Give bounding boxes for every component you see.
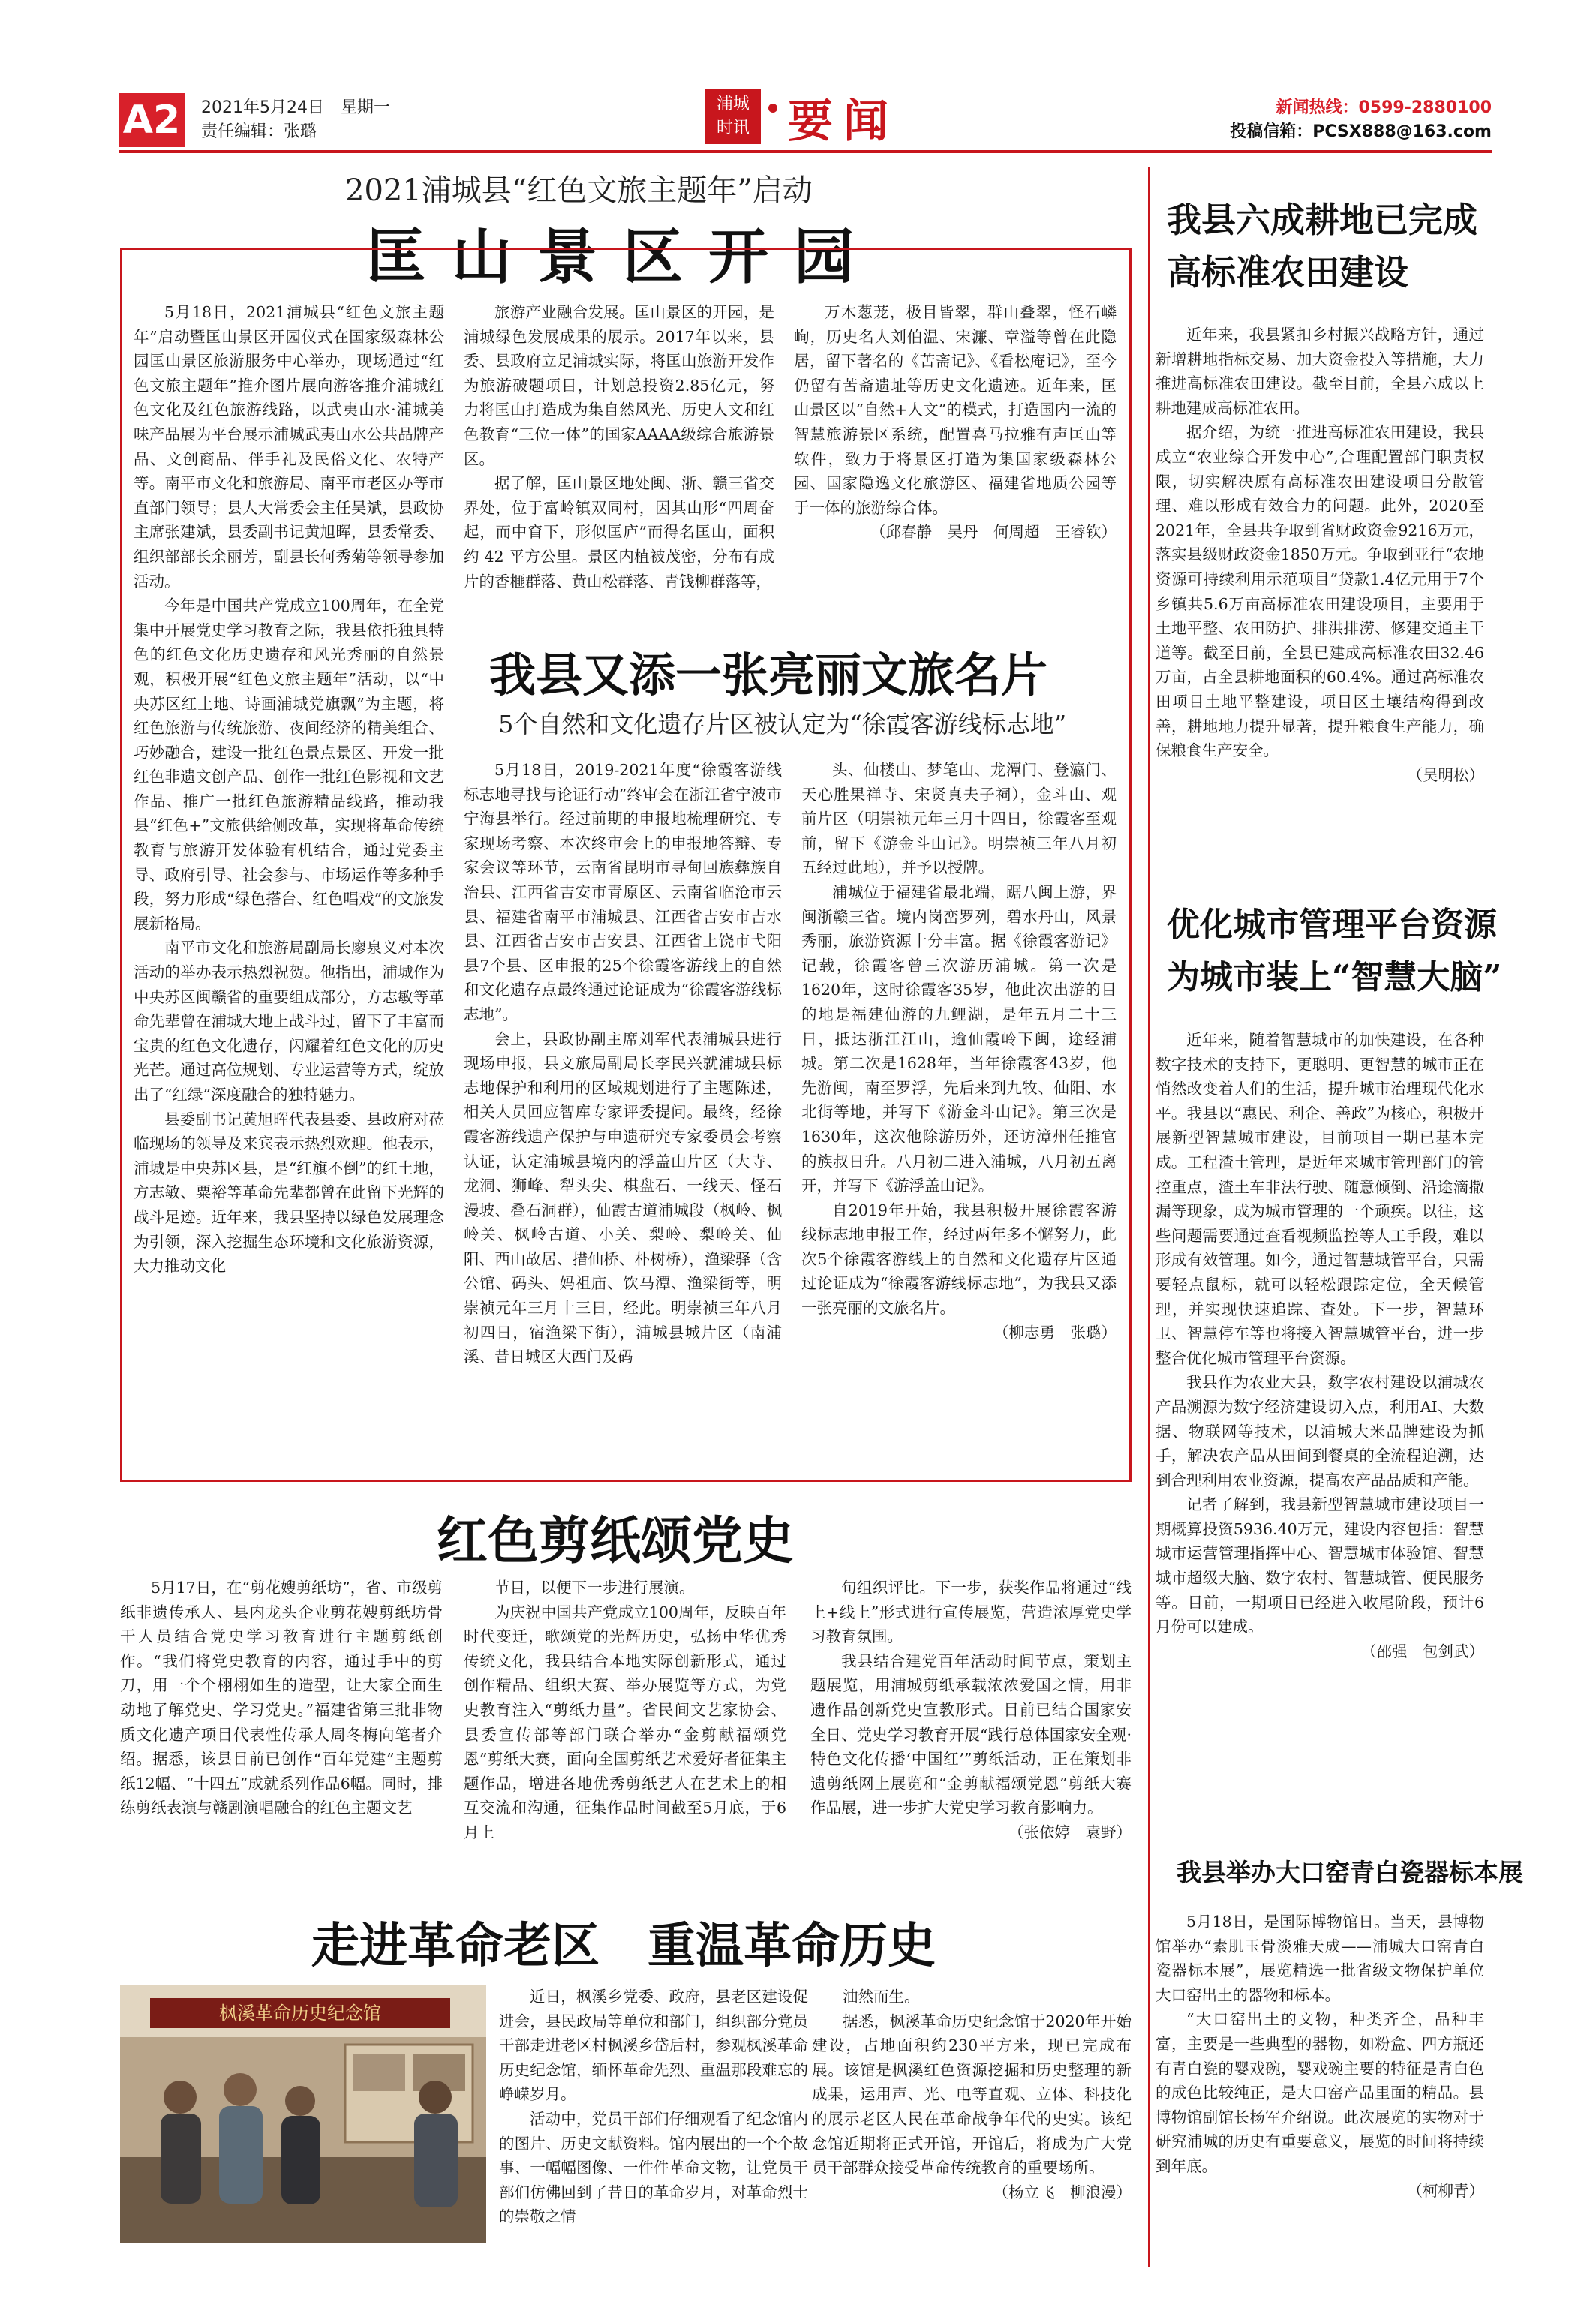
farmland-body [1156, 323, 1484, 867]
byline: （邱春静 吴丹 何周超 王睿钦） [870, 523, 1117, 542]
masthead-rule [119, 150, 1492, 153]
revolution-column-1 [499, 1985, 808, 2255]
byline: （杨立飞 柳浪漫） [993, 2183, 1132, 2201]
paper-cut-column-1 [120, 1576, 443, 1906]
paper-cut-column-2 [464, 1576, 786, 1906]
byline: （柯柳青） [1407, 2181, 1484, 2200]
paragraph: 会上，县政协副主席刘军代表浦城县进行现场申报，县文旅局副局长李民兴就浦城县标志地保护和利用的区域规划进行了主题陈述，相关人员回应智库专家评委提问。最终，经徐霞客游线遗产保护与申遗研究专家委员会考察认证，认定浦城县境内的浮盖山片区（大寺、龙洞、狮峰、犁头尖、棋盘石、一线天、怪石漫坡、叠石洞群），仙霞古道浦城段（枫岭、枫岭关、枫岭古道、小关、梨岭、梨岭关、仙阳、西山故居、措仙桥、朴树桥），渔梁驿（含公馆、码头、妈祖庙、饮马潭、渔梁街等，明崇祯元年三月十三日，经此。明崇祯三年八月初四日，宿渔梁下街），浦城县城片区（南浦溪、昔日城区大西门及码 [464, 1029, 782, 1366]
paragraph: 万木葱茏，极目皆翠，群山叠翠，怪石嶙峋，历史名人刘伯温、宋濂、章溢等曾在此隐居，留下著名的《苦斋记》、《看松庵记》，至今仍留有苦斋遗址等历史文化遗迹。近年来，匡山景区以“自然+人文”的模式，打造国内一流的智慧旅游景区系统，配置喜马拉雅有声匡山等软件，致力于将景区打造为集国家级森林公园、国家隐逸文化旅游区、福建省地质公园等于一体的旅游综合体。 [794, 303, 1117, 517]
paper-cut-headline: 红色剪纸颂党史 [437, 1511, 795, 1571]
headline-line: 优化城市管理平台资源 [1167, 906, 1497, 944]
lead-kicker: 2021浦城县“红色文旅主题年”启动 [345, 173, 813, 208]
paragraph: 为庆祝中国共产党成立100周年，反映百年时代变迁，歌颂党的光辉历史，弘扬中华优秀传统文化，我县结合本地实际创新形式，通过创作精品、组织大赛、举办展览等方式，为党史教育注入“剪纸力量”。省民间文艺家协会、县委宣传部等部门联合举办“金剪献福颂党恩”剪纸大赛，面向全国剪纸艺术爱好者征集主题作品，增进各地优秀剪纸艺人在艺术上的相互交流和沟通，征集作品时间截至5月底，于6月上 [464, 1603, 786, 1841]
xuxiake-column-1 [464, 758, 782, 1459]
headline-line: 高标准农田建设 [1167, 252, 1408, 293]
byline: （柳志勇 张璐） [993, 1323, 1117, 1342]
column-dot [768, 104, 777, 113]
paragraph: 据了解，匡山景区地处闽、浙、赣三省交界处，位于富岭镇双同村，因其山形“四周奋起，而中窅下，形似匡庐”而得名匡山，面积约 42 平方公里。景区内植被茂密，分布有成片的香榧群落、黄山松群落、青钱柳群落等， [464, 474, 774, 591]
column-logo-line-1: 浦城 [716, 95, 750, 113]
paragraph: “大口窑出土的文物，种类齐全，品种丰富，主要是一些典型的器物，如粉盒、四方瓶还有青白瓷的婴戏碗，婴戏碗主要的特征是青白色的成色比较纯正，是大口窑产品里面的精品。县博物馆副馆长杨军介绍说。此次展览的实物对于研究浦城的历史有重要意义，展览的时间将持续到年底。 [1156, 2010, 1484, 2175]
porcelain-body [1156, 1910, 1484, 2270]
paragraph: 我县作为农业大县，数字农村建设以浦城农产品溯源为数字经济建设切入点，利用AI、大数据、物联网等技术，以浦城大米品牌建设为抓手，解决农产品从田间到餐桌的全流程追溯，达到合理利用农业资源，提高农产品品质和产能。 [1156, 1373, 1484, 1489]
news-hotline: 新闻热线：0599-2880100 [1276, 98, 1492, 117]
lead-column-3 [794, 300, 1117, 609]
memorial-hall-photo-illustration [120, 1985, 486, 2243]
paragraph: 油然而生。 [843, 1988, 920, 2006]
paragraph: 记者了解到，我县新型智慧城市建设项目一期概算投资5936.40万元，建设内容包括：智慧城市运营管理指挥中心、智慧城市体验馆、智慧城市超级大脑、数字农村、智慧城管、便民服务等。目前，一期项目已经进入收尾阶段，预计6月份可以建成。 [1156, 1495, 1484, 1636]
photo-banner-text: 枫溪革命历史纪念馆 [219, 2003, 381, 2024]
xuxiake-subheadline: 5个自然和文化遗存片区被认定为“徐霞客游线标志地” [498, 710, 1067, 738]
byline: （吴明松） [1407, 765, 1484, 784]
page-number-badge: A2 [119, 93, 185, 147]
smartcity-headline [1167, 899, 1502, 1004]
paragraph: 旬组织评比。下一步，获奖作品将通过“线上+线上”形式进行宣传展览，营造浓厚党史学习教育氛围。 [810, 1579, 1132, 1646]
revolution-column-2 [812, 1985, 1132, 2255]
column-name: 要闻 [788, 95, 899, 148]
paragraph: 浦城位于福建省最北端，踞八闽上游，界闽浙赣三省。境内岗峦罗列，碧水丹山，风景秀丽，旅游资源十分丰富。据《徐霞客游记》记载，徐霞客曾三次游历浦城。第一次是1620年，这时徐霞客35岁，他此次出游的目的地是福建仙游的九鲤湖，是年五月二十三日，抵达浙江江山，逾仙霞岭下闽，途经浦城。第二次是1628年，当年徐霞客43岁，他先游闽，南至罗浮，先后来到九牧、仙阳、水北街等地，并写下《游金斗山记》。第三次是1630年，这次他除游历外，还访漳州任推官的族叔日升。八月初二进入浦城，八月初五离开，并写下《游浮盖山记》。 [801, 882, 1117, 1195]
revolution-headline: 走进革命老区 重温革命历史 [311, 1918, 936, 1974]
paragraph: 今年是中国共产党成立100周年，在全党集中开展党史学习教育之际，我县依托独具特色的红色文化历史遗存和风光秀丽的自然景观，积极开展“红色文旅主题年”活动，以“中央苏区红土地、诗画浦城党旗飘”为主题，将红色旅游与传统旅游、夜间经济的精美组合、巧妙融合，建设一批红色景点景区、开发一批红色非遗文创产品、创作一批红色影视和文艺作品、推广一批红色旅游精品线路，推动我县“红色+”文旅供给侧改革，实现将革命传统教育与旅游开发体验有机结合，通过党委主导、政府引导、社会参与、市场运作等多种手段，努力形成“绿色搭台、红色唱戏”的文旅发展新格局。 [134, 597, 444, 933]
headline-line: 我县六成耕地已完成 [1167, 200, 1477, 240]
lead-column-1 [134, 300, 444, 1459]
column-logo-line-2: 时讯 [716, 119, 750, 137]
paragraph: 据悉，枫溪革命历史纪念馆于2020年开始建设，占地面积约230平方米，现已完成布展。该馆是枫溪红色资源挖掘和历史整理的新成果，运用声、光、电等直观、立体、科技化的展示老区人民在革命战争年代的史实。该纪念馆近期将正式开馆，开馆后，将成为广大党员干部群众接受革命传统教育的重要场所。 [812, 2012, 1132, 2177]
paragraph: 近年来，随着智慧城市的加快建设，在各种数字技术的支持下，更聪明、更智慧的城市正在悄然改变着人们的生活，提升城市治理现代化水平。我县以“惠民、利企、善政”为核心，积极开展新型智慧城市建设，目前项目一期已基本完成。工程渣土管理，是近年来城市管理部门的管控重点，渣土车非法行驶、随意倾倒、沿途滴撒漏等现象，成为城市管理的一个顽疾。以往，这些问题需要通过查看视频监控等人工手段，难以形成有效管理。如今，通过智慧城管平台，只需要轻点鼠标，就可以轻松跟踪定位，全天候管理，并实现快速追踪、查处。下一步，智慧环卫、智慧停车等也将接入智慧城管平台，进一步整合优化城市管理平台资源。 [1156, 1031, 1484, 1367]
paragraph: 县委副书记黄旭晖代表县委、县政府对莅临现场的领导及来宾表示热烈欢迎。他表示，浦城是中央苏区县，是“红旗不倒”的红土地，方志敏、粟裕等革命先辈都曾在此留下光辉的战斗足迹。近年来，我县坚持以绿色发展理念为引领，深入挖掘生态环境和文化旅游资源，大力推动文化 [134, 1110, 444, 1276]
paragraph: 自2019年开始，我县积极开展徐霞客游线标志地申报工作，经过两年多不懈努力，此次5个徐霞客游线上的自然和文化遗存片区通过论证成为“徐霞客游线标志地”，为我县又添一张亮丽的文旅名片。 [801, 1201, 1117, 1318]
smartcity-body [1156, 1028, 1484, 1816]
headline-line: 为城市装上“智慧大脑” [1167, 958, 1502, 996]
paragraph: 近日，枫溪乡党委、政府，县老区建设促进会，县民政局等单位和部门，组织部分党员干部走进老区村枫溪乡岱后村，参观枫溪革命历史纪念馆，缅怀革命先烈、重温那段难忘的峥嵘岁月。 [499, 1988, 808, 2104]
memorial-hall-photo [120, 1985, 486, 2243]
paragraph: 5月18日，2021浦城县“红色文旅主题年”启动暨匡山景区开园仪式在国家级森林公园匡山景区旅游服务中心举办，现场通过“红色文旅主题年”推介图片展向游客推介浦城红色文化及红色旅游线路，以武夷山水·浦城美味产品展为平台展示浦城武夷山水公共品牌产品、文创商品、伴手礼及民俗文化、农特产等。南平市文化和旅游局、南平市老区办等市直部门领导；县人大常委会主任吴斌，县政协主席张建斌，县委副书记黄旭晖，县委常委、组织部部长余丽芳，副县长何秀菊等领导参加活动。 [134, 303, 444, 591]
masthead [119, 89, 1492, 147]
paragraph: 我县结合建党百年活动时间节点，策划主题展览，用浦城剪纸承载浓浓爱国之情，用非遗作品创新党史宣教形式。目前已结合国家安全日、党史学习教育开展“践行总体国家安全观·特色文化传播‘中国红’”剪纸活动，正在策划非遗剪纸网上展览和“金剪献福颂党恩”剪纸大赛作品展，进一步扩大党史学习教育影响力。 [810, 1651, 1132, 1817]
farmland-headline [1167, 194, 1477, 299]
paper-cut-column-3 [810, 1576, 1132, 1906]
lead-column-2 [464, 300, 774, 609]
column-divider [1148, 167, 1150, 2267]
responsible-editor: 责任编辑：张璐 [201, 122, 317, 141]
paragraph: 旅游产业融合发展。匡山景区的开园，是浦城绿色发展成果的展示。2017年以来，县委、县政府立足浦城实际，将匡山旅游开发作为旅游破题项目，计划总投资2.85亿元，努力将匡山打造成为集自然风光、历史人文和红色教育“三位一体”的国家AAAA级综合旅游景区。 [464, 303, 774, 468]
paragraph: 据介绍，为统一推进高标准农田建设，我县成立“农业综合开发中心”,合理配置部门职责权限，切实解决原有高标准农田建设项目分散管理、难以形成有效合力的问题。此外，2020至2021年，全县共争取到省财政资金9216万元，落实县级财政资金1850万元。争取到亚行“农地资源可持续利用示范项目”贷款1.4亿元用于7个乡镇共5.6万亩高标准农田建设项目，主要用于土地平整、农田防护、排洪排涝、修建交通主干道等。截至目前，全县已建成高标准农田32.46万亩，占全县耕地面积的60.4%。通过高标准农田项目土地平整建设，项目区土壤结构得到改善，耕地地力提升显著，提升粮食生产能力，确保粮食生产安全。 [1156, 423, 1484, 760]
paragraph: 5月18日，2019-2021年度“徐霞客游线标志地寻找与论证行动”终审会在浙江省宁波市宁海县举行。经过前期的申报地梳理研究、专家现场考察、本次终审会上的申报地答辩、专家会议等环节，云南省昆明市寻甸回族彝族自治县、江西省吉安市青原区、云南省临沧市云县、福建省南平市浦城县、江西省吉安市吉水县、江西省吉安市吉安县、江西省上饶市弋阳县7个县、区申报的25个徐霞客游线上的自然和文化遗存点最终通过论证成为“徐霞客游线标志地”。 [464, 761, 782, 1023]
paragraph: 南平市文化和旅游局副局长廖泉义对本次活动的举办表示热烈祝贺。他指出，浦城作为中央苏区闽赣省的重要组成部分，方志敏等革命先辈曾在浦城大地上战斗过，留下了丰富而宝贵的红色文化遗存，闪耀着红色文化的历史光芒。通过高位规划、专业运营等方式，绽放出了“红绿”深度融合的独特魅力。 [134, 939, 444, 1104]
porcelain-headline: 我县举办大口窑青白瓷器标本展 [1177, 1858, 1523, 1887]
lead-headline: 匡山景区开园 [366, 222, 879, 292]
submission-mailbox: 投稿信箱：PCSX888@163.com [1230, 122, 1492, 141]
xuxiake-column-2 [801, 758, 1117, 1459]
byline: （张依婷 袁野） [1008, 1823, 1132, 1841]
xuxiake-headline: 我县又添一张亮丽文旅名片 [489, 648, 1048, 702]
paragraph: 节目，以便下一步进行展演。 [494, 1579, 695, 1597]
paragraph: 5月18日，是国际博物馆日。当天，县博物馆举办“素肌玉骨淡雅天成——浦城大口窑青白瓷器标本展”，展览精选一批省级文物保护单位大口窑出土的器物和标本。 [1156, 1913, 1484, 2004]
paragraph: 近年来，我县紧扣乡村振兴战略方针，通过新增耕地指标交易、加大资金投入等措施，大力推进高标准农田建设。截至目前，全县六成以上耕地建成高标准农田。 [1156, 326, 1484, 417]
issue-date: 2021年5月24日 星期一 [201, 98, 390, 117]
paragraph: 头、仙楼山、梦笔山、龙潭门、登瀛门、天心胜果禅寺、宋贤真夫子祠），金斗山、观前片区（明崇祯元年三月十四日，徐霞客至观前，留下《游金斗山记》。明崇祯三年八月初五经过此地），并予以授牌。 [801, 761, 1117, 877]
paragraph: 5月17日，在“剪花嫂剪纸坊”，省、市级剪纸非遗传承人、县内龙头企业剪花嫂剪纸坊骨干人员结合党史学习教育进行主题剪纸创作。“我们将党史教育的内容，通过手中的剪刀，用一个个栩栩如生的造型，让大家全面生动地了解党史、学习党史。”福建省第三批非物质文化遗产项目代表性传承人周冬梅向笔者介绍。据悉，该县目前已创作“百年党建”主题剪纸12幅、“十四五”成就系列作品6幅。同时，排练剪纸表演与赣剧演唱融合的红色主题文艺 [120, 1579, 443, 1817]
column-logo [705, 89, 761, 144]
paragraph: 活动中，党员干部们仔细观看了纪念馆内的图片、历史文献资料。馆内展出的一个个故事、一幅幅图像、一件件革命文物，让党员干部们仿佛回到了昔日的革命岁月，对革命烈士的崇敬之情 [499, 2109, 808, 2226]
byline: （邵强 包剑武） [1361, 1642, 1484, 1660]
